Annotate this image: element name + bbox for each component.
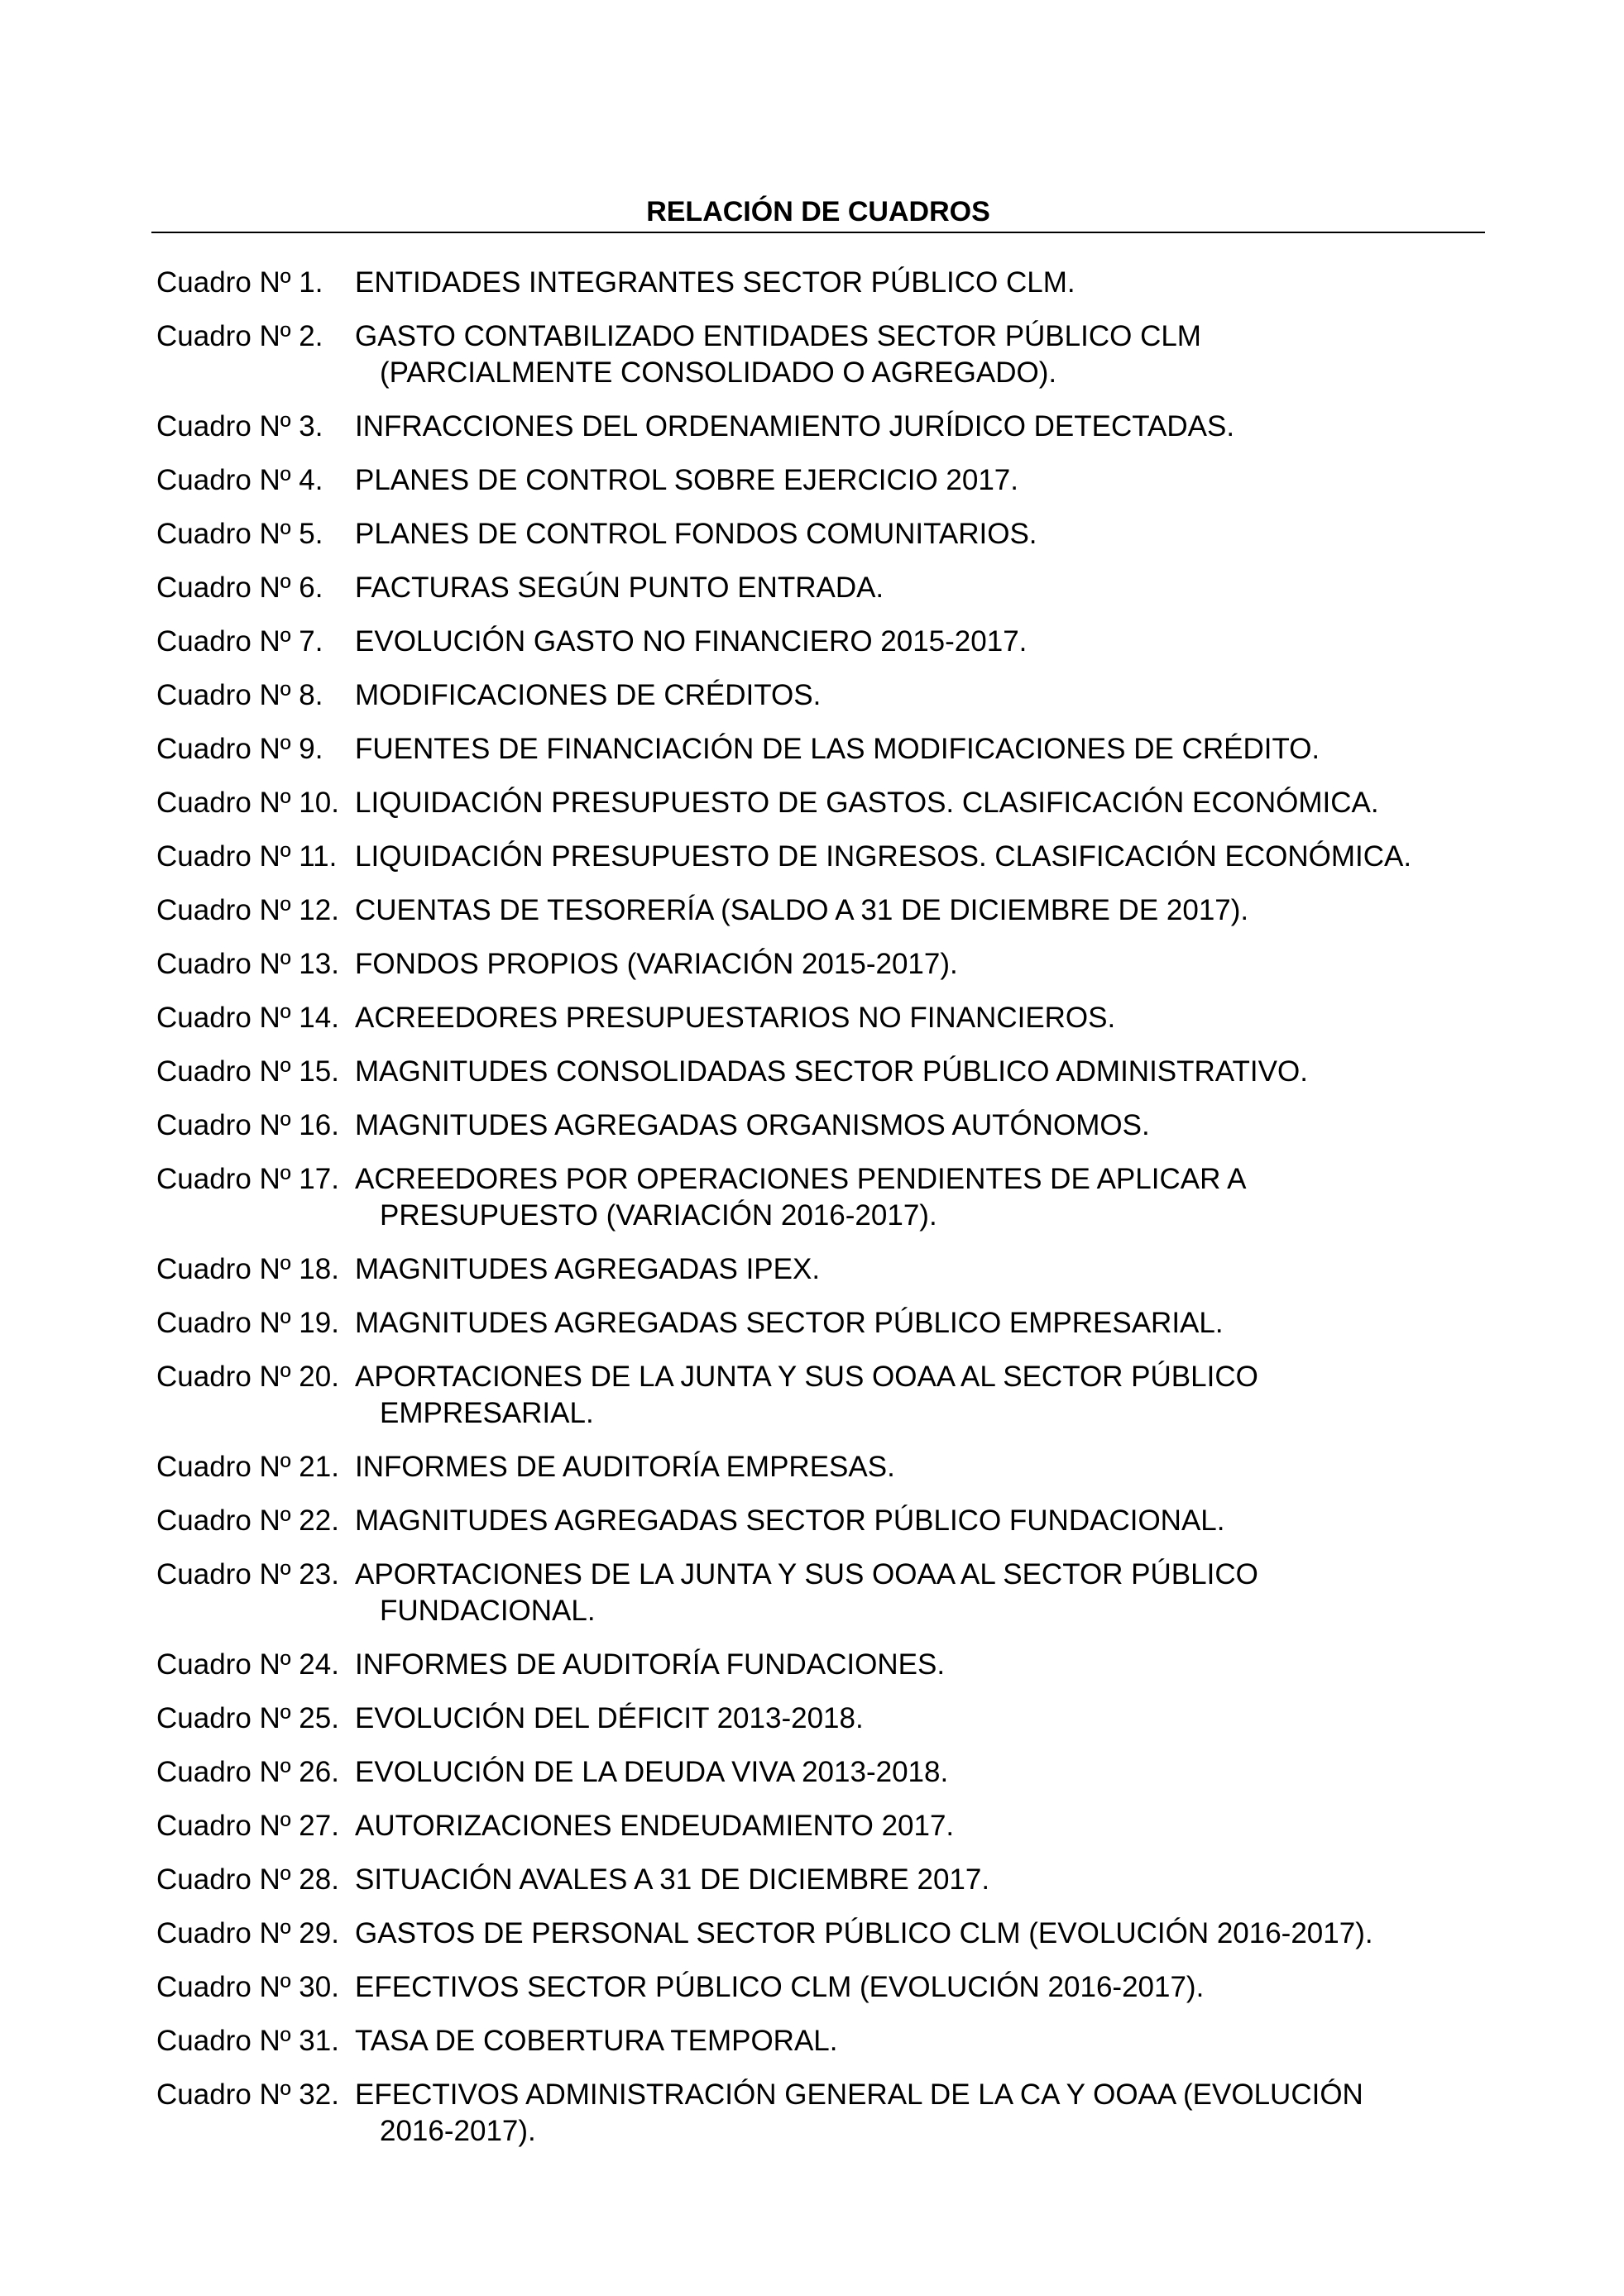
entry-title — [355, 839, 1513, 875]
entry-label: Cuadro Nº 22. — [156, 1504, 339, 1537]
entry-title — [355, 1107, 1513, 1144]
entry-title-line: INFRACCIONES DEL ORDENAMIENTO JURÍDICO DETECTADAS. — [355, 410, 1235, 442]
list-item — [156, 318, 1513, 391]
entry-title — [355, 1557, 1513, 1629]
entry-title — [355, 1503, 1513, 1539]
list-item — [156, 1107, 1513, 1144]
entry-title-line: APORTACIONES DE LA JUNTA Y SUS OOAA AL SECTOR PÚBLICO — [355, 1558, 1258, 1590]
entry-title-line: FUENTES DE FINANCIACIÓN DE LAS MODIFICACIONES DE CRÉDITO. — [355, 733, 1320, 765]
entry-title-line: APORTACIONES DE LA JUNTA Y SUS OOAA AL SECTOR PÚBLICO — [355, 1361, 1258, 1393]
list-item — [156, 570, 1513, 606]
entry-title — [355, 409, 1513, 445]
entry-label: Cuadro Nº 26. — [156, 1756, 339, 1788]
list-item — [156, 1305, 1513, 1342]
entry-title — [355, 1054, 1513, 1090]
page-title: RELACIÓN DE CUADROS — [646, 196, 990, 227]
entry-title-line: EVOLUCIÓN DE LA DEUDA VIVA 2013-2018. — [355, 1756, 949, 1788]
entry-title-line: ACREEDORES POR OPERACIONES PENDIENTES DE APLICAR A — [355, 1163, 1247, 1195]
list-item — [156, 1359, 1513, 1432]
list-item — [156, 946, 1513, 983]
entry-label: Cuadro Nº 9. — [156, 733, 323, 765]
list-item — [156, 1808, 1513, 1844]
entry-label: Cuadro Nº 21. — [156, 1451, 339, 1483]
entry-label: Cuadro Nº 16. — [156, 1109, 339, 1141]
entry-title-line: EVOLUCIÓN GASTO NO FINANCIERO 2015-2017. — [355, 625, 1028, 658]
entry-label: Cuadro Nº 3. — [156, 410, 323, 442]
entry-title — [355, 1000, 1513, 1036]
list-item — [156, 1862, 1513, 1898]
list-item — [156, 1754, 1513, 1791]
entry-title-line: MAGNITUDES AGREGADAS SECTOR PÚBLICO EMPRESARIAL. — [355, 1307, 1224, 1339]
list-item — [156, 265, 1513, 301]
list-item — [156, 624, 1513, 660]
list-item — [156, 1449, 1513, 1485]
entry-title — [355, 1969, 1513, 2006]
entry-label: Cuadro Nº 18. — [156, 1253, 339, 1285]
entry-title-line: GASTOS DE PERSONAL SECTOR PÚBLICO CLM (EVOLUCIÓN 2016-2017). — [355, 1917, 1373, 1949]
entry-label: Cuadro Nº 6. — [156, 572, 323, 604]
entry-title-line: EFECTIVOS ADMINISTRACIÓN GENERAL DE LA CA Y OOAA (EVOLUCIÓN — [355, 2078, 1363, 2111]
entry-title — [355, 1161, 1513, 1234]
entry-title — [355, 1862, 1513, 1898]
entry-label: Cuadro Nº 11. — [156, 840, 338, 873]
table-of-contents — [156, 265, 1513, 2167]
entry-title — [355, 677, 1513, 714]
entry-title-line: EFECTIVOS SECTOR PÚBLICO CLM (EVOLUCIÓN 2016-2017). — [355, 1971, 1205, 2003]
entry-title-line: MAGNITUDES AGREGADAS ORGANISMOS AUTÓNOMOS. — [355, 1109, 1150, 1141]
entry-label: Cuadro Nº 5. — [156, 518, 323, 550]
entry-title — [355, 1700, 1513, 1737]
entry-title-line: LIQUIDACIÓN PRESUPUESTO DE GASTOS. CLASIFICACIÓN ECONÓMICA. — [355, 787, 1379, 819]
list-item — [156, 731, 1513, 768]
list-item — [156, 892, 1513, 929]
list-item — [156, 1969, 1513, 2006]
entry-title-line: MODIFICACIONES DE CRÉDITOS. — [355, 679, 822, 711]
entry-title — [355, 2023, 1513, 2059]
list-item — [156, 1054, 1513, 1090]
entry-title-line: ENTIDADES INTEGRANTES SECTOR PÚBLICO CLM. — [355, 266, 1075, 299]
list-item — [156, 839, 1513, 875]
entry-label: Cuadro Nº 30. — [156, 1971, 339, 2003]
list-item — [156, 462, 1513, 499]
entry-title-line: MAGNITUDES AGREGADAS SECTOR PÚBLICO FUNDACIONAL. — [355, 1504, 1225, 1537]
entry-title-line: MAGNITUDES CONSOLIDADAS SECTOR PÚBLICO ADMINISTRATIVO. — [355, 1055, 1308, 1088]
entry-title-line: INFORMES DE AUDITORÍA EMPRESAS. — [355, 1451, 895, 1483]
list-item — [156, 516, 1513, 552]
entry-title — [355, 892, 1513, 929]
entry-label: Cuadro Nº 32. — [156, 2078, 339, 2111]
entry-title — [355, 1359, 1513, 1432]
entry-title-line: EMPRESARIAL. — [380, 1397, 594, 1429]
entry-title-line: LIQUIDACIÓN PRESUPUESTO DE INGRESOS. CLASIFICACIÓN ECONÓMICA. — [355, 840, 1412, 873]
entry-label: Cuadro Nº 23. — [156, 1558, 339, 1590]
entry-title-line: PLANES DE CONTROL SOBRE EJERCICIO 2017. — [355, 464, 1018, 496]
entry-title-line: INFORMES DE AUDITORÍA FUNDACIONES. — [355, 1648, 946, 1681]
entry-label: Cuadro Nº 12. — [156, 894, 339, 926]
entry-label: Cuadro Nº 19. — [156, 1307, 339, 1339]
title-divider — [151, 232, 1485, 233]
entry-label: Cuadro Nº 20. — [156, 1361, 339, 1393]
entry-title — [355, 785, 1513, 821]
entry-title — [355, 624, 1513, 660]
list-item — [156, 1916, 1513, 1952]
entry-title — [355, 2077, 1513, 2150]
list-item — [156, 1700, 1513, 1737]
entry-title — [355, 462, 1513, 499]
list-item — [156, 1647, 1513, 1683]
entry-label: Cuadro Nº 14. — [156, 1002, 339, 1034]
list-item — [156, 2023, 1513, 2059]
entry-label: Cuadro Nº 24. — [156, 1648, 339, 1681]
entry-title-line: PRESUPUESTO (VARIACIÓN 2016-2017). — [380, 1199, 937, 1232]
entry-title-line: MAGNITUDES AGREGADAS IPEX. — [355, 1253, 821, 1285]
list-item — [156, 2077, 1513, 2150]
entry-label: Cuadro Nº 17. — [156, 1163, 339, 1195]
entry-title-line: FACTURAS SEGÚN PUNTO ENTRADA. — [355, 572, 884, 604]
entry-label: Cuadro Nº 7. — [156, 625, 323, 658]
entry-title — [355, 946, 1513, 983]
entry-title-line: FONDOS PROPIOS (VARIACIÓN 2015-2017). — [355, 948, 958, 980]
entry-title — [355, 1305, 1513, 1342]
entry-title-line: FUNDACIONAL. — [380, 1595, 596, 1627]
list-item — [156, 785, 1513, 821]
entry-title — [355, 1916, 1513, 1952]
list-item — [156, 1000, 1513, 1036]
entry-title-line: ACREEDORES PRESUPUESTARIOS NO FINANCIEROS. — [355, 1002, 1116, 1034]
entry-title — [355, 570, 1513, 606]
entry-label: Cuadro Nº 29. — [156, 1917, 339, 1949]
entry-label: Cuadro Nº 1. — [156, 266, 323, 299]
entry-title-line: 2016-2017). — [380, 2115, 536, 2147]
entry-label: Cuadro Nº 28. — [156, 1863, 339, 1896]
entry-title — [355, 731, 1513, 768]
entry-label: Cuadro Nº 31. — [156, 2025, 339, 2057]
entry-title-line: (PARCIALMENTE CONSOLIDADO O AGREGADO). — [380, 356, 1057, 389]
list-item — [156, 1251, 1513, 1288]
entry-title — [355, 1251, 1513, 1288]
list-item — [156, 677, 1513, 714]
entry-title — [355, 265, 1513, 301]
list-item — [156, 1161, 1513, 1234]
entry-label: Cuadro Nº 2. — [156, 320, 323, 352]
entry-title-line: AUTORIZACIONES ENDEUDAMIENTO 2017. — [355, 1810, 955, 1842]
entry-title — [355, 1647, 1513, 1683]
entry-label: Cuadro Nº 13. — [156, 948, 339, 980]
list-item — [156, 1557, 1513, 1629]
entry-label: Cuadro Nº 25. — [156, 1702, 339, 1734]
list-item — [156, 409, 1513, 445]
entry-title-line: GASTO CONTABILIZADO ENTIDADES SECTOR PÚBLICO CLM — [355, 320, 1201, 352]
entry-label: Cuadro Nº 10. — [156, 787, 339, 819]
entry-label: Cuadro Nº 27. — [156, 1810, 339, 1842]
entry-label: Cuadro Nº 4. — [156, 464, 323, 496]
entry-title-line: EVOLUCIÓN DEL DÉFICIT 2013-2018. — [355, 1702, 864, 1734]
entry-title — [355, 1754, 1513, 1791]
entry-title-line: SITUACIÓN AVALES A 31 DE DICIEMBRE 2017. — [355, 1863, 990, 1896]
entry-title — [355, 1808, 1513, 1844]
entry-title-line: PLANES DE CONTROL FONDOS COMUNITARIOS. — [355, 518, 1037, 550]
entry-title-line: CUENTAS DE TESORERÍA (SALDO A 31 DE DICIEMBRE DE 2017). — [355, 894, 1249, 926]
entry-label: Cuadro Nº 8. — [156, 679, 323, 711]
entry-title-line: TASA DE COBERTURA TEMPORAL. — [355, 2025, 838, 2057]
entry-title — [355, 516, 1513, 552]
entry-title — [355, 1449, 1513, 1485]
entry-title — [355, 318, 1513, 391]
entry-label: Cuadro Nº 15. — [156, 1055, 339, 1088]
list-item — [156, 1503, 1513, 1539]
